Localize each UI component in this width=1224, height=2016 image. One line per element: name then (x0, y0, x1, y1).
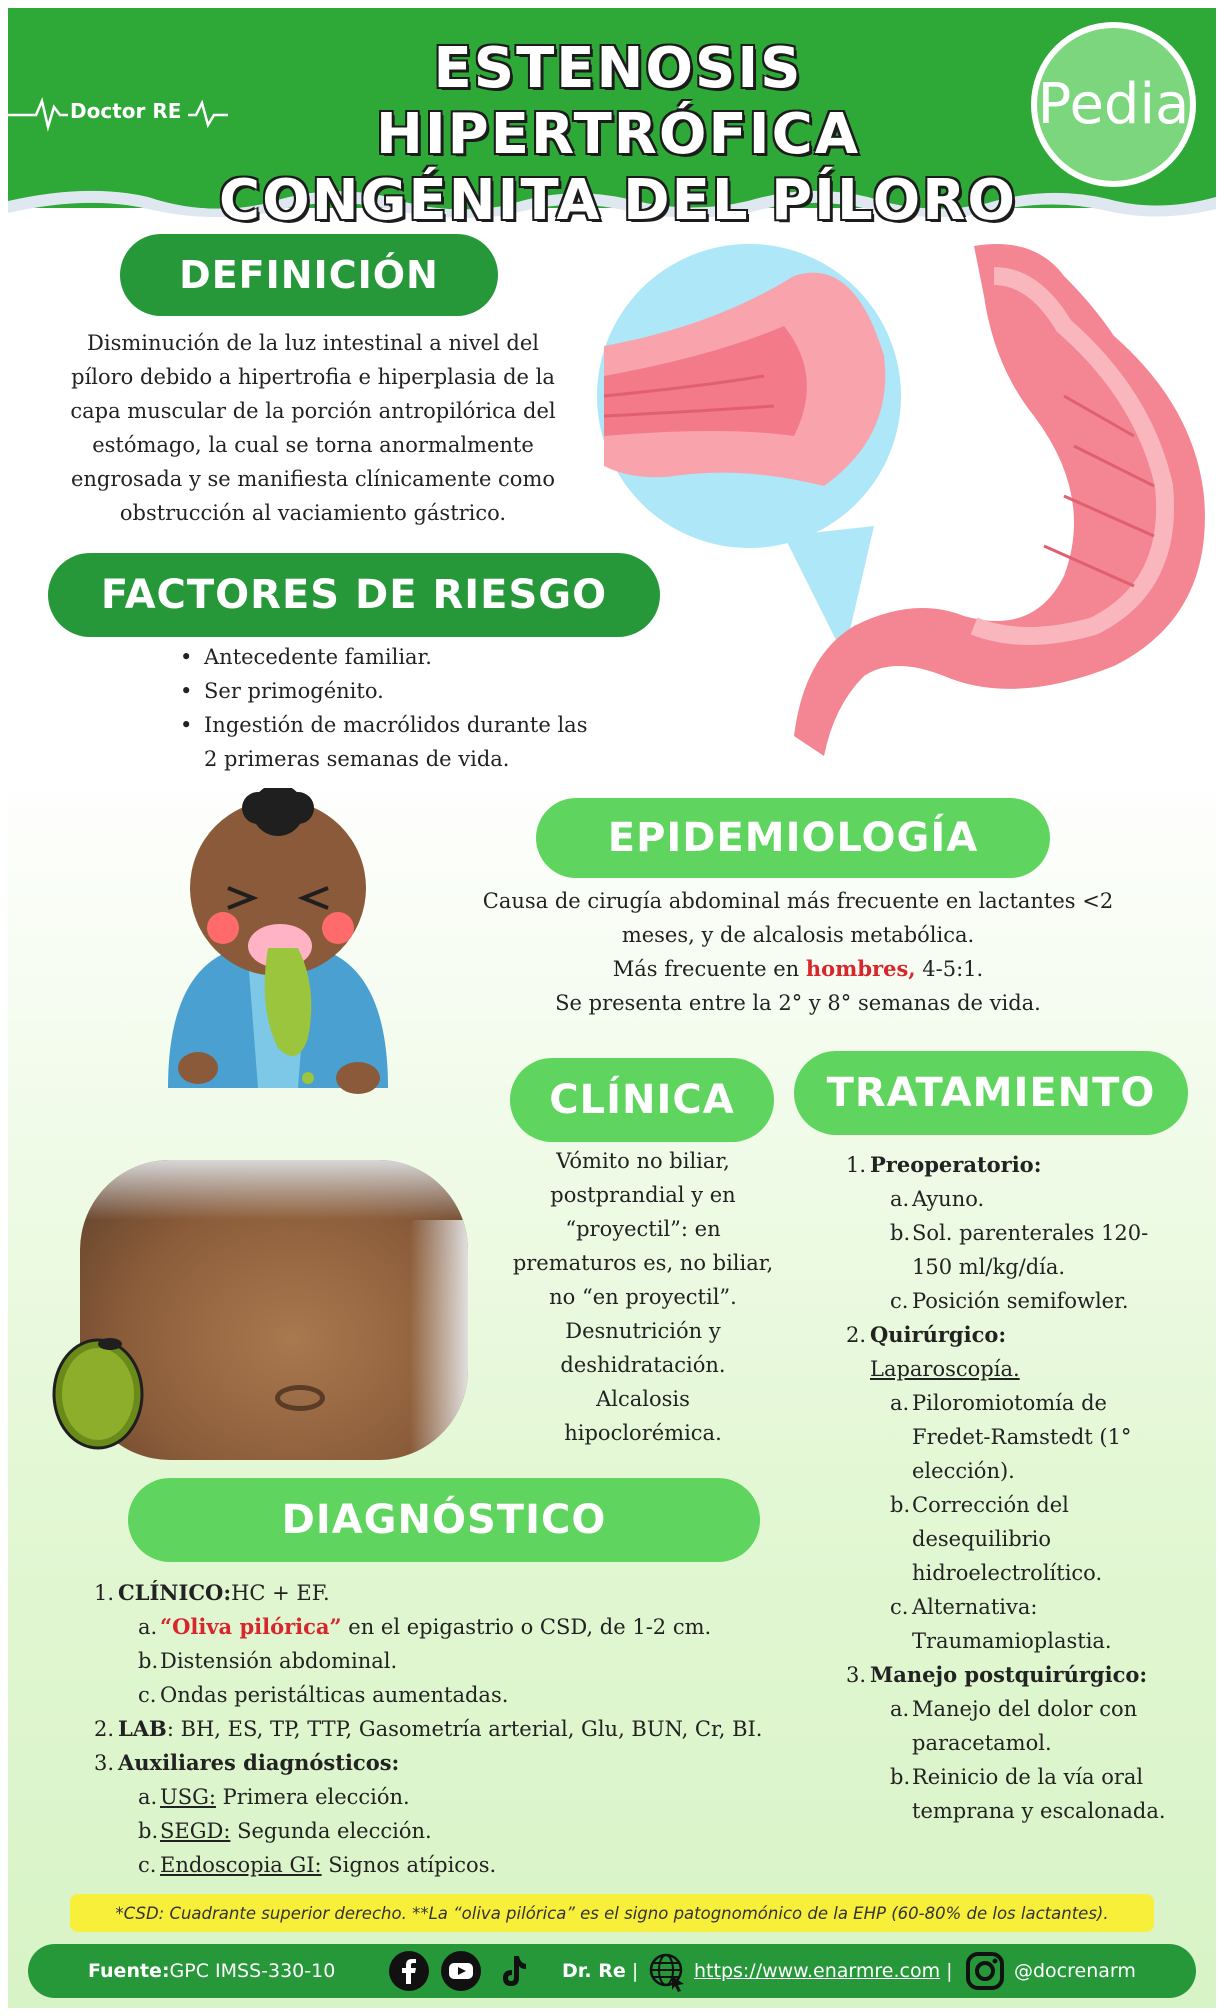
brand-logo[interactable] (8, 93, 228, 133)
social-handle[interactable]: @docrenarm (1014, 1960, 1136, 1982)
clinica-line: deshidratación. (560, 1353, 726, 1377)
source (88, 1944, 335, 1998)
title-line-2: CONGÉNITA DEL PÍLORO (219, 168, 1017, 233)
epi-line-3a: Más frecuente en (612, 957, 806, 981)
factores-list (180, 640, 590, 776)
list-item: Primera elección. (215, 1785, 410, 1809)
list-item: Alternativa: Traumamioplastia. (912, 1595, 1112, 1653)
factores-heading: FACTORES DE RIESGO (48, 553, 660, 637)
epi-line-3 (448, 952, 1148, 986)
clinica-line: “proyectil”: en (565, 1217, 721, 1241)
vomiting-baby-illustration (158, 788, 398, 1108)
instagram-icon[interactable] (964, 1950, 1006, 1992)
source-label: Fuente: (88, 1960, 170, 1982)
footnote: *CSD: Cuadrante superior derecho. **La “oliva pilórica” es el signo patognomónico de la EHP (60-80% de los lactantes). (70, 1894, 1154, 1932)
list-item: Ayuno. (912, 1187, 985, 1211)
diag-s2-title: LAB (118, 1716, 167, 1741)
website-link[interactable] (694, 1944, 953, 1998)
list-item: Segunda elección. (230, 1819, 432, 1843)
diag-s2-rest: : BH, ES, TP, TTP, Gasometría arterial, Glu, BUN, Cr, BI. (166, 1717, 763, 1741)
epi-line-4: Se presenta entre la 2° y 8° semanas de vida. (555, 991, 1041, 1015)
tratamiento-list: 1. Preoperatorio: a. Ayuno. b. Sol. parenterales 120-150 ml/kg/día. c. Posición semifowler. 2. Quirúrgico: Laparoscopía. a. Piloromiotomía de Fredet-Ramstedt (1° elección). b. Corrección del desequilibrio hidroelectrolítico. c. Alternativa: Traumamioplastia. 3. Manejo postquirúrgico: a. Manejo del dolor con paracetamol. b. Reinicio de la vía oral temprana y escalonada. (846, 1148, 1176, 1828)
definicion-line: estómago, la cual se torna anormalmente (92, 433, 534, 457)
list-item: Piloromiotomía de Fredet-Ramstedt (1° elección). (912, 1391, 1132, 1483)
epidemiologia-text (448, 884, 1148, 1020)
list-item: en el epigastrio o CSD, de 1-2 cm. (341, 1615, 712, 1639)
clinica-line: prematuros es, no biliar, (512, 1251, 774, 1275)
trat-s2-title: Quirúrgico: (870, 1322, 1007, 1347)
tratamiento-heading: TRATAMIENTO (794, 1051, 1188, 1135)
definicion-heading: DEFINICIÓN (120, 234, 498, 316)
facebook-icon[interactable] (388, 1950, 430, 1992)
diagnostico-list: 1. CLÍNICO: HC + EF. a. “Oliva pilórica” en el epigastrio o CSD, de 1-2 cm. b. Distensión abdominal. c. Ondas peristálticas aumentadas. 2. LAB : BH, ES, TP, TTP, Gasometría arterial, Glu, BUN, Cr, BI. 3. Auxiliares diagnósticos: a. USG: Primera elección. b. SEGD: Segunda elección. c. Endoscopia GI: Signos atípicos. (94, 1576, 824, 1882)
diag-s3-title: Auxiliares diagnósticos: (118, 1750, 400, 1775)
pedia-badge: Pedia (1031, 22, 1196, 187)
diag-s1-rest: HC + EF. (231, 1581, 330, 1605)
stomach-illustration (594, 236, 1224, 756)
source-value: GPC IMSS-330-10 (169, 1960, 336, 1982)
clinica-line: no “en proyectil”. (549, 1285, 737, 1309)
definicion-text (48, 326, 578, 530)
globe-icon (646, 1950, 688, 1992)
diagnostico-heading: DIAGNÓSTICO (128, 1478, 760, 1562)
diag-endoscopia: Endoscopia GI: (160, 1853, 322, 1877)
clinica-line: postprandial y en (550, 1183, 736, 1207)
clinica-line: hipoclorémica. (564, 1421, 722, 1445)
website-url[interactable]: https://www.enarmre.com (694, 1960, 941, 1982)
list-item: Distensión abdominal. (160, 1649, 398, 1673)
author (562, 1944, 638, 1998)
diag-s1-title: CLÍNICO: (118, 1580, 232, 1605)
brand-name: Doctor RE (70, 99, 182, 123)
tiktok-icon[interactable] (492, 1950, 534, 1992)
list-item: Signos atípicos. (321, 1853, 497, 1877)
clinica-text (478, 1144, 808, 1450)
list-item: Sol. parenterales 120-150 ml/kg/día. (912, 1221, 1149, 1279)
clinica-line: Vómito no biliar, (556, 1149, 730, 1173)
epi-line-2: meses, y de alcalosis metabólica. (621, 923, 975, 947)
author-name: Dr. Re (562, 1960, 626, 1982)
diag-usg: USG: (160, 1785, 216, 1809)
oliva-pilorica-highlight: “Oliva pilórica” (160, 1614, 342, 1639)
separator: | (946, 1960, 953, 1982)
diag-segd: SEGD: (160, 1819, 231, 1843)
list-item: Manejo del dolor con paracetamol. (912, 1697, 1138, 1755)
clinica-line: Alcalosis (596, 1387, 690, 1411)
olive-icon (52, 1330, 144, 1450)
separator: | (631, 1960, 639, 1982)
list-item: Corrección del desequilibrio hidroelectrolítico. (912, 1493, 1103, 1585)
trat-s3-title: Manejo postquirúrgico: (870, 1662, 1148, 1687)
clinica-heading: CLÍNICA (510, 1058, 774, 1142)
definicion-line: Disminución de la luz intestinal a nivel del (87, 331, 539, 355)
list-item: • Ser primogénito. (180, 674, 590, 708)
trat-s2-subtitle: Laparoscopía. (870, 1357, 1020, 1381)
page-title (208, 36, 1028, 234)
definicion-line: píloro debido a hipertrofia e hiperplasia de la (71, 365, 555, 389)
trat-s1-title: Preoperatorio: (870, 1152, 1042, 1177)
epi-line-3c: 4-5:1. (915, 957, 984, 981)
list-item: Ondas peristálticas aumentadas. (160, 1683, 509, 1707)
clinica-line: Desnutrición y (565, 1319, 721, 1343)
footer-bar (28, 1944, 1196, 1998)
title-line-1: ESTENOSIS HIPERTRÓFICA (375, 36, 861, 167)
list-item: Posición semifowler. (912, 1289, 1129, 1313)
definicion-line: capa muscular de la porción antropilórica del (70, 399, 556, 423)
list-item: • Ingestión de macrólidos durante las 2 primeras semanas de vida. (180, 708, 590, 776)
list-item: Reinicio de la vía oral temprana y escalonada. (912, 1765, 1166, 1823)
list-item: • Antecedente familiar. (180, 640, 590, 674)
definicion-line: engrosada y se manifiesta clínicamente como (70, 467, 556, 491)
epi-highlight-hombres: hombres, (805, 956, 916, 981)
navel (275, 1385, 325, 1411)
epi-line-1: Causa de cirugía abdominal más frecuente en lactantes <2 (482, 889, 1114, 913)
youtube-icon[interactable] (440, 1950, 482, 1992)
epidemiologia-heading: EPIDEMIOLOGÍA (536, 798, 1050, 878)
definicion-line: obstrucción al vaciamiento gástrico. (119, 501, 507, 525)
